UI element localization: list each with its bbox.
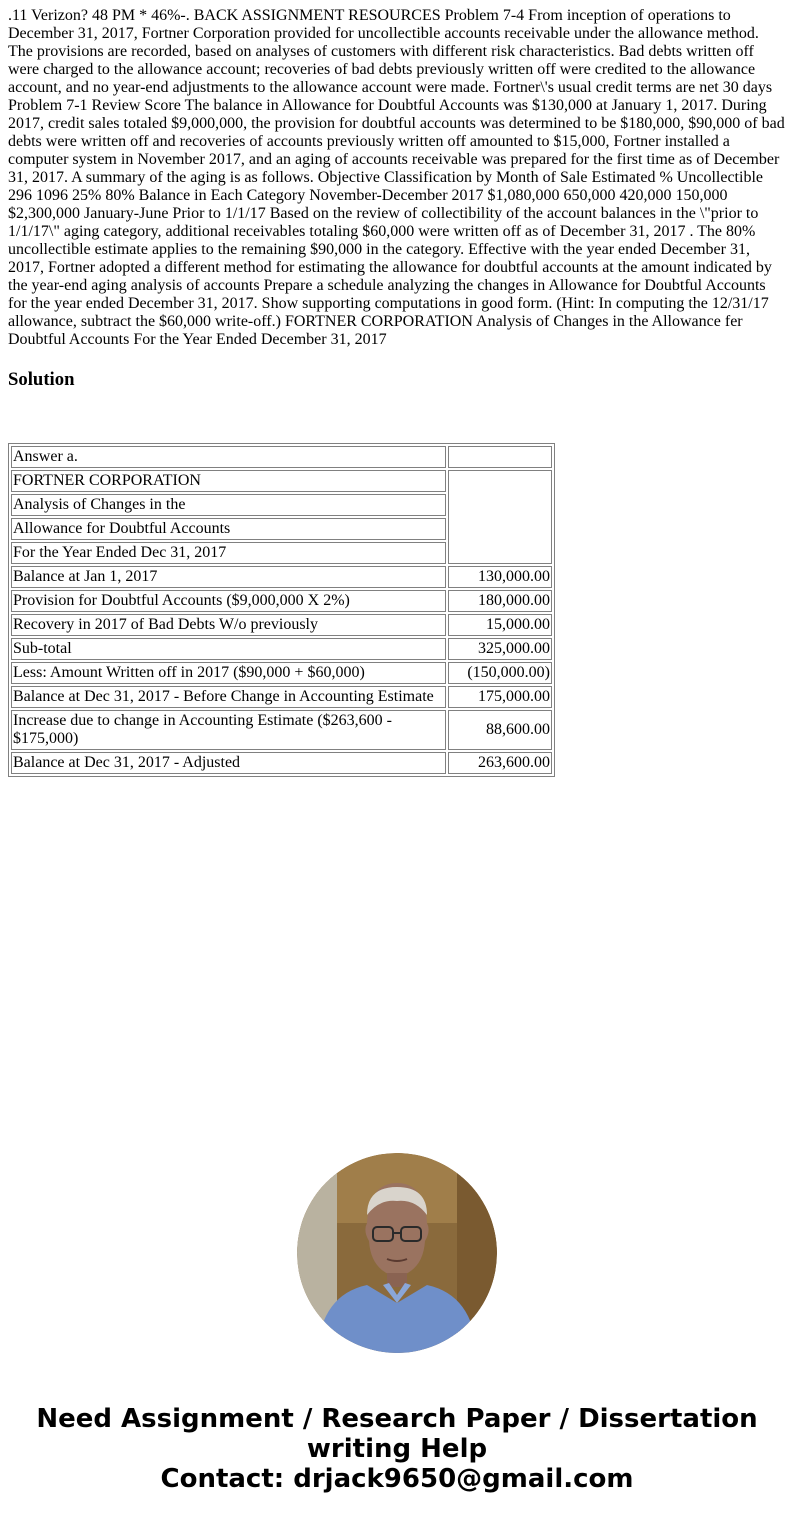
footer-line: Need Assignment / Research Paper / Dissertation [36,1404,758,1434]
row-label: Balance at Dec 31, 2017 - Before Change in Accounting Estimate [11,686,446,708]
footer-promo [0,1404,794,1494]
row-label: Balance at Dec 31, 2017 - Adjusted [11,752,446,774]
row-label: Provision for Doubtful Accounts ($9,000,000 X 2%) [11,590,446,612]
row-value: 88,600.00 [448,710,552,750]
table-row [11,566,552,588]
schedule-title-line1: Analysis of Changes in the [11,494,446,516]
footer-line: writing Help [306,1434,488,1464]
row-value: 325,000.00 [448,638,552,660]
row-value: 175,000.00 [448,686,552,708]
question-text: .11 Verizon? 48 PM * 46%-. BACK ASSIGNMENT RESOURCES Problem 7-4 From inception of operations to December 31, 2017, Fortner Corporation provided for uncollectible accounts receivable under the allowance method. The provisions are recorded, based on analyses of customers with different risk characteristics. Bad debts written off were charged to the allowance account; recoveries of bad debts previously written off were credited to the allowance account, and no year-end adjustments to the allowance account were made. Fortner\'s usual credit terms are net 30 days Problem 7-1 Review Score The balance in Allowance for Doubtful Accounts was $130,000 at January 1, 2017. During 2017, credit sales totaled $9,000,000, the provision for doubtful accounts was determined to be $180,000, $90,000 of bad debts were written off and recoveries of accounts previously written off amounted to $15,000, Fortner installed a computer system in November 2017, and an aging of accounts receivable was prepared for the first time as of December 31, 2017. A summary of the aging is as follows. Objective Classification by Month of Sale Estimated % Uncollectible 296 1096 25% 80% Balance in Each Category November-December 2017 $1,080,000 650,000 420,000 150,000 $2,300,000 January-June Prior to 1/1/17 Based on the review of collectibility of the account balances in the \"prior to 1/1/17\" aging category, additional receivables totaling $60,000 were written off as of December 31, 2017 . The 80% uncollectible estimate applies to the remaining $90,000 in the category. Effective with the year ended December 31, 2017, Fortner adopted a different method for estimating the allowance for doubtful accounts at the amount indicated by the year-end aging analysis of accounts Prepare a schedule analyzing the changes in Allowance for Doubtful Accounts for the year ended December 31, 2017. Show supporting computations in good form. (Hint: In computing the 12/31/17 allowance, subtract the $60,000 write-off.) FORTNER CORPORATION Analysis of Changes in the Allowance fer Doubtful Accounts For the Year Ended December 31, 2017 [8,7,785,348]
table-row [11,446,552,468]
table-row [11,686,552,708]
footer-contact: Contact: drjack9650@gmail.com [160,1464,634,1494]
row-value: 180,000.00 [448,590,552,612]
table-row [11,710,552,750]
row-value: (150,000.00) [448,662,552,684]
company-name: FORTNER CORPORATION [11,470,446,492]
row-label: Sub-total [11,638,446,660]
table-row [11,590,552,612]
row-label: Increase due to change in Accounting Estimate ($263,600 - $175,000) [11,710,446,750]
table-row [11,638,552,660]
solution-heading: Solution [8,369,75,390]
row-label: Balance at Jan 1, 2017 [11,566,446,588]
row-label: Less: Amount Written off in 2017 ($90,000 + $60,000) [11,662,446,684]
answer-table [8,443,555,777]
author-avatar [297,1153,497,1353]
row-value: 130,000.00 [448,566,552,588]
row-value: 263,600.00 [448,752,552,774]
table-row [11,614,552,636]
empty-header-cell [448,470,552,564]
table-row [11,752,552,774]
schedule-title-line2: Allowance for Doubtful Accounts [11,518,446,540]
row-label: Recovery in 2017 of Bad Debts W/o previously [11,614,446,636]
table-row [11,662,552,684]
row-value: 15,000.00 [448,614,552,636]
table-row [11,470,552,492]
empty-cell [448,446,552,468]
schedule-period: For the Year Ended Dec 31, 2017 [11,542,446,564]
author-portrait [297,1153,497,1353]
answer-label: Answer a. [11,446,446,468]
